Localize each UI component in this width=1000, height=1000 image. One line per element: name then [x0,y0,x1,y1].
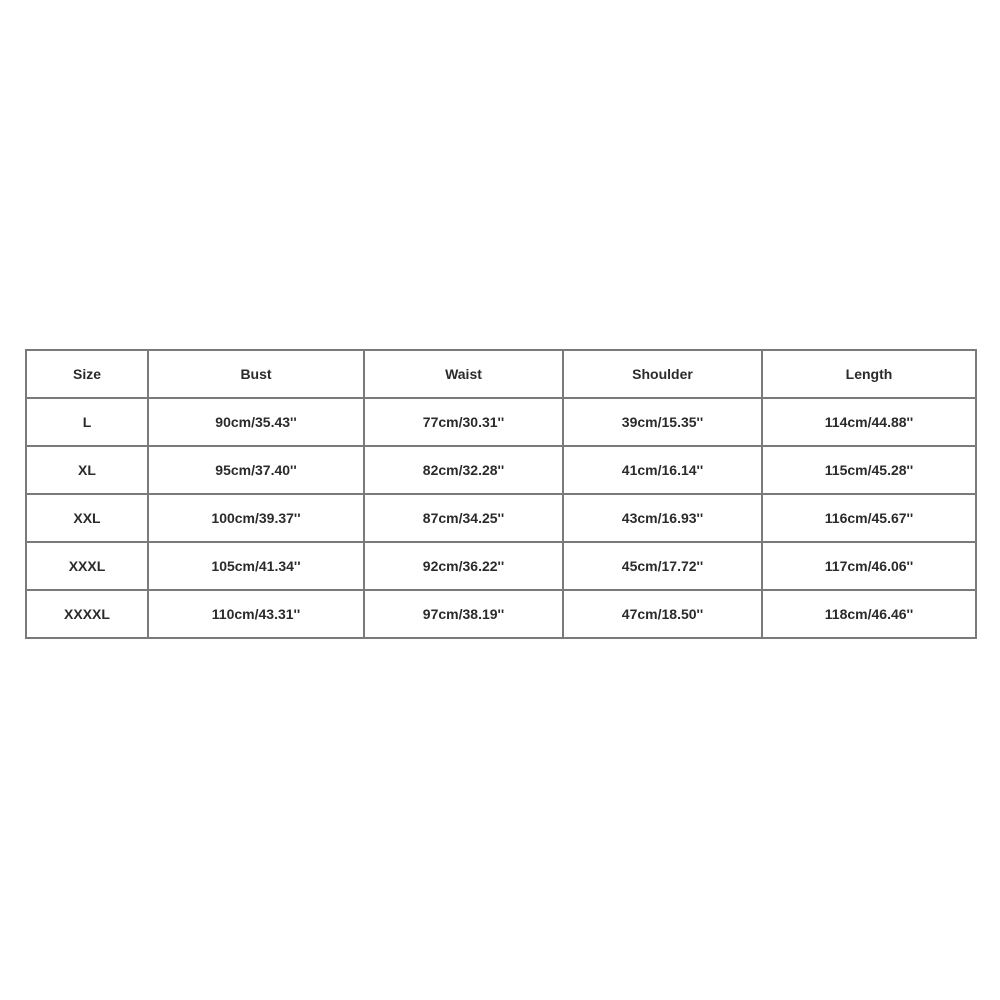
cell-bust: 95cm/37.40'' [148,446,364,494]
cell-size: XXL [26,494,148,542]
cell-shoulder: 43cm/16.93'' [563,494,762,542]
cell-size: L [26,398,148,446]
cell-shoulder: 41cm/16.14'' [563,446,762,494]
cell-size: XL [26,446,148,494]
cell-bust: 100cm/39.37'' [148,494,364,542]
cell-size: XXXXL [26,590,148,638]
table-row [26,494,976,542]
cell-waist: 82cm/32.28'' [364,446,563,494]
size-chart-table [25,349,977,639]
header-waist: Waist [364,350,563,398]
cell-waist: 92cm/36.22'' [364,542,563,590]
cell-shoulder: 45cm/17.72'' [563,542,762,590]
cell-length: 118cm/46.46'' [762,590,976,638]
cell-shoulder: 47cm/18.50'' [563,590,762,638]
cell-waist: 87cm/34.25'' [364,494,563,542]
table-row [26,446,976,494]
cell-bust: 105cm/41.34'' [148,542,364,590]
cell-waist: 97cm/38.19'' [364,590,563,638]
header-length: Length [762,350,976,398]
table-header-row [26,350,976,398]
cell-length: 114cm/44.88'' [762,398,976,446]
cell-bust: 110cm/43.31'' [148,590,364,638]
cell-size: XXXL [26,542,148,590]
header-size: Size [26,350,148,398]
cell-length: 115cm/45.28'' [762,446,976,494]
table-row [26,398,976,446]
header-shoulder: Shoulder [563,350,762,398]
table-row [26,590,976,638]
cell-shoulder: 39cm/15.35'' [563,398,762,446]
header-bust: Bust [148,350,364,398]
cell-length: 117cm/46.06'' [762,542,976,590]
table-row [26,542,976,590]
cell-length: 116cm/45.67'' [762,494,976,542]
cell-bust: 90cm/35.43'' [148,398,364,446]
cell-waist: 77cm/30.31'' [364,398,563,446]
